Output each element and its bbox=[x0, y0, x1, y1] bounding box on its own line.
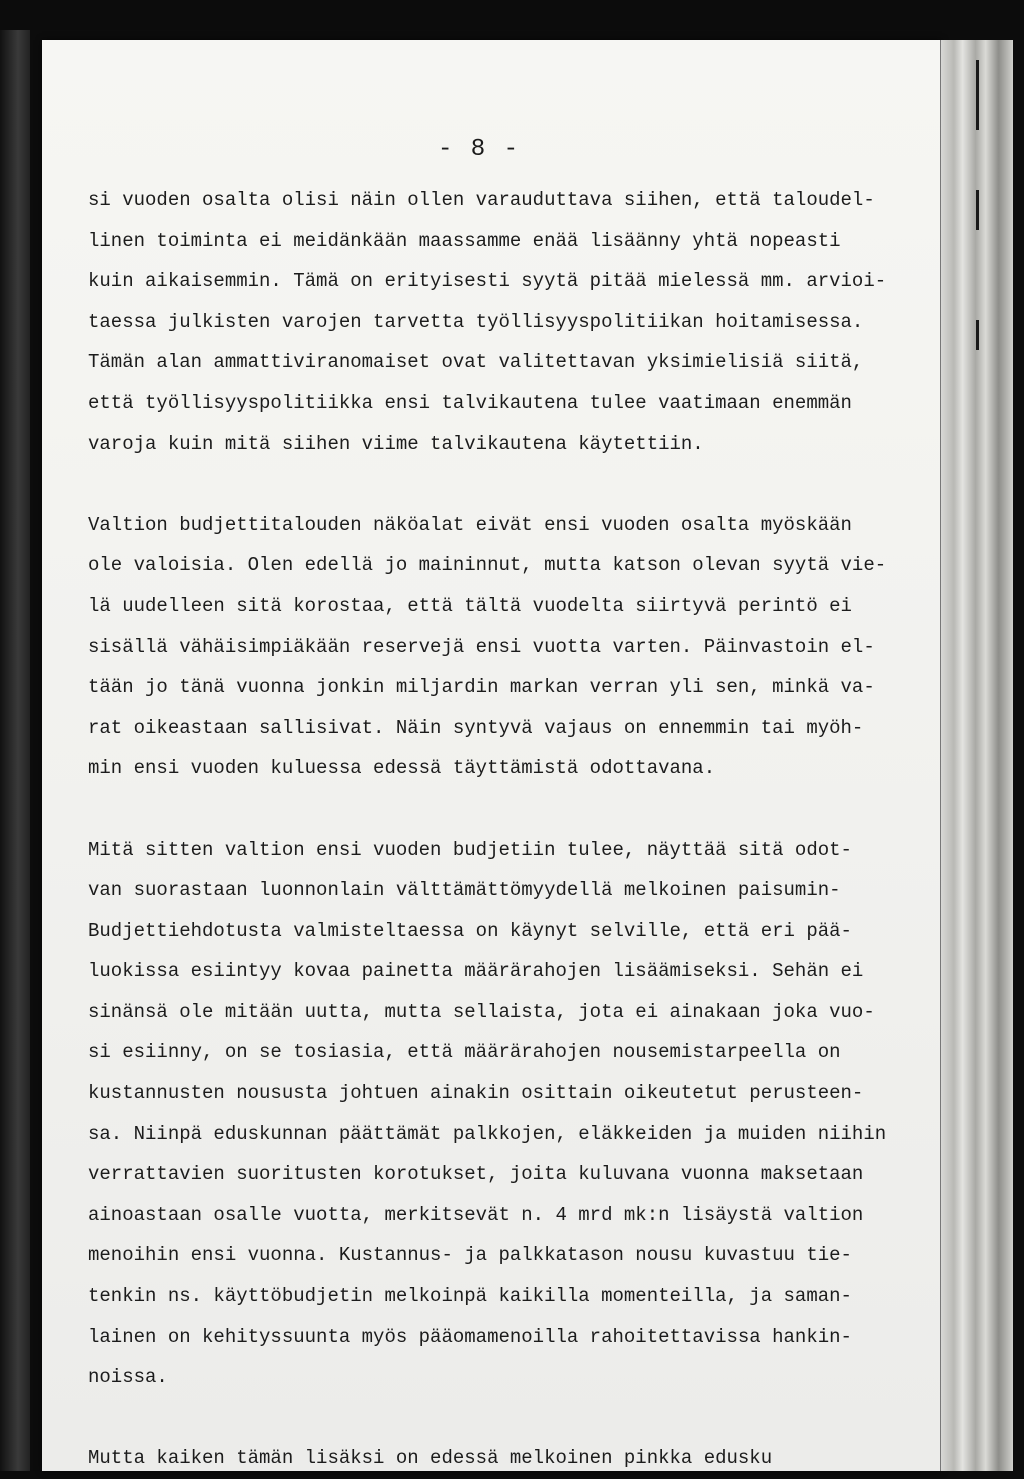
text-line: tenkin ns. käyttöbudjetin melkoinpä kaikilla momenteilla, ja saman- bbox=[88, 1285, 852, 1308]
text-line: si esiinny, on se tosiasia, että määrärahojen nousemistarpeella on bbox=[88, 1041, 841, 1064]
paragraph-gap bbox=[88, 1398, 918, 1439]
text-line: sisällä vähäisimpiäkään reservejä ensi vuotta varten. Päinvastoin el- bbox=[88, 635, 875, 658]
text-line: lainen on kehityssuunta myös pääomamenoilla rahoitettavissa hankin- bbox=[88, 1325, 852, 1348]
paragraph-gap bbox=[88, 789, 918, 830]
text-line: kuin aikaisemmin. Tämä on erityisesti syytä pitää mielessä mm. arvioi- bbox=[88, 270, 887, 293]
text-line: ole valoisia. Olen edellä jo maininnut, mutta katson olevan syytä vie- bbox=[88, 554, 887, 577]
paragraph-4 bbox=[88, 1438, 918, 1479]
text-line: että työllisyyspolitiikka ensi talvikautena tulee vaatimaan enemmän bbox=[88, 391, 852, 414]
text-line: rat oikeastaan sallisivat. Näin syntyvä vajaus on ennemmin tai myöh- bbox=[88, 716, 864, 739]
text-line: si vuoden osalta olisi näin ollen varauduttava siihen, että taloudel- bbox=[88, 189, 875, 211]
text-line: taessa julkisten varojen tarvetta työllisyyspolitiikan hoitamisessa. bbox=[88, 310, 864, 333]
scanner-edge-left bbox=[0, 30, 30, 1471]
text-line: noissa. bbox=[88, 1366, 168, 1389]
text-line: Tämän alan ammattiviranomaiset ovat valitettavan yksimielisiä siitä, bbox=[88, 351, 864, 374]
text-line: Mutta kaiken tämän lisäksi on edessä melkoinen pinkka edusku bbox=[88, 1447, 773, 1470]
document-body bbox=[88, 180, 918, 1479]
paragraph-2 bbox=[88, 505, 918, 789]
paragraph-3 bbox=[88, 830, 918, 1398]
text-line: verrattavien suoritusten korotukset, joita kuluvana vuonna maksetaan bbox=[88, 1163, 864, 1186]
text-line: sinänsä ole mitään uutta, mutta sellaista, jota ei ainakaan joka vuo- bbox=[88, 1000, 875, 1023]
text-line: luokissa esiintyy kovaa painetta määrärahojen lisäämiseksi. Sehän ei bbox=[88, 960, 864, 983]
paragraph-1 bbox=[88, 180, 918, 464]
text-line: kustannusten noususta johtuen ainakin osittain oikeutetut perusteen- bbox=[88, 1082, 864, 1105]
page-number: - 8 - bbox=[438, 136, 521, 163]
text-line: varoja kuin mitä siihen viime talvikautena käytettiin. bbox=[88, 432, 704, 455]
text-line: van suorastaan luonnonlain välttämättömyydellä melkoinen paisumin- bbox=[88, 879, 841, 902]
stack-shadow-line bbox=[976, 320, 979, 350]
text-line: min ensi vuoden kuluessa edessä täyttämistä odottavana. bbox=[88, 757, 716, 780]
text-line: Budjettiehdotusta valmisteltaessa on käynyt selville, että eri pää- bbox=[88, 919, 852, 942]
text-line: sa. Niinpä eduskunnan päättämät palkkojen, eläkkeiden ja muiden niihin bbox=[88, 1122, 887, 1145]
text-line: tään jo tänä vuonna jonkin miljardin markan verran yli sen, minkä va- bbox=[88, 676, 875, 699]
text-line: menoihin ensi vuonna. Kustannus- ja palkkatason nousu kuvastuu tie- bbox=[88, 1244, 852, 1267]
text-line: Mitä sitten valtion ensi vuoden budjetiin tulee, näyttää sitä odot- bbox=[88, 838, 852, 861]
text-line: linen toiminta ei meidänkään maassamme enää lisäänny yhtä nopeasti bbox=[88, 229, 841, 252]
paragraph-gap bbox=[88, 464, 918, 505]
text-line: Valtion budjettitalouden näköalat eivät ensi vuoden osalta myöskään bbox=[88, 513, 852, 536]
text-line: ainoastaan osalle vuotta, merkitsevät n. 4 mrd mk:n lisäystä valtion bbox=[88, 1203, 864, 1226]
stack-shadow-line bbox=[976, 60, 979, 130]
text-line: lä uudelleen sitä korostaa, että tältä vuodelta siirtyvä perintö ei bbox=[88, 594, 852, 617]
stack-shadow-line bbox=[976, 190, 979, 230]
page-stack-edge bbox=[940, 40, 1013, 1471]
